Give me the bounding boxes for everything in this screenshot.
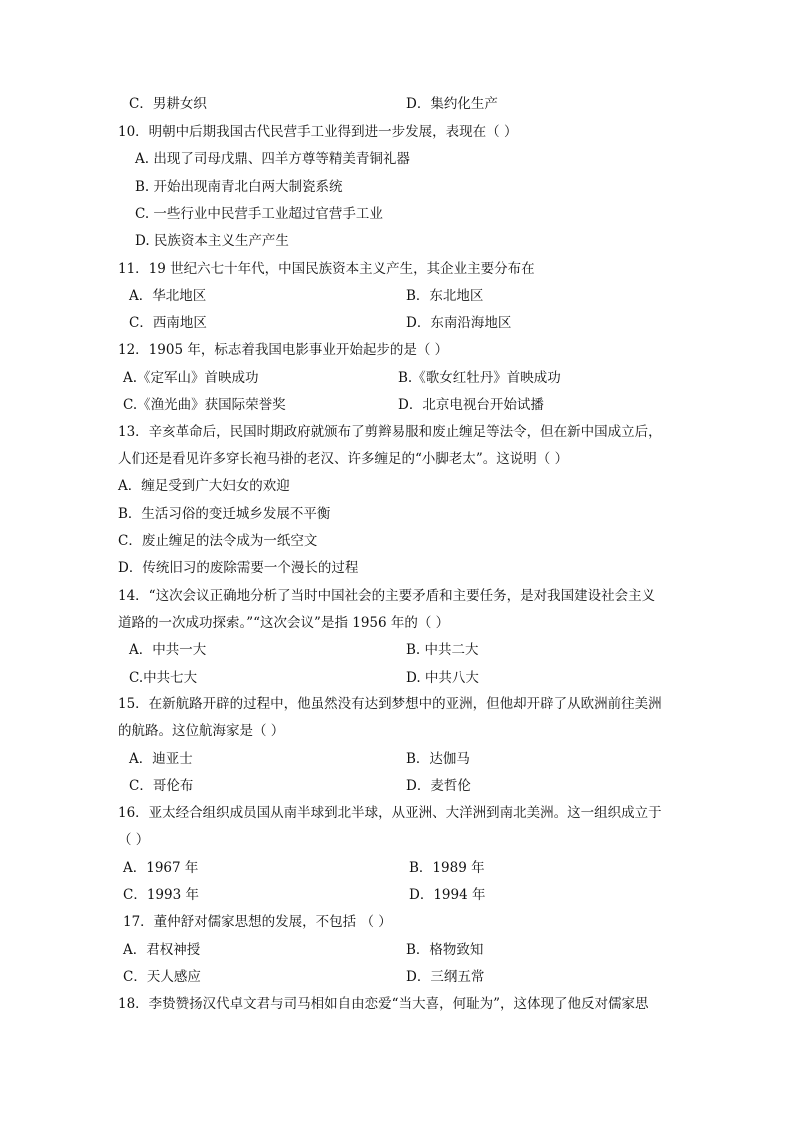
q10-stem: 10．明朝中后期我国古代民营手工业得到进一步发展，表现在（ ） (118, 124, 518, 140)
q12-option-a: A.《定军山》首映成功 (123, 370, 259, 386)
q17-stem: 17．董仲舒对儒家思想的发展，不包括 （ ） (123, 914, 392, 930)
q14-stem-line2: 道路的一次成功探索。”“这次会议”是指 1956 年的（ ） (118, 615, 450, 631)
q16-option-a: A．1967 年 (123, 860, 199, 876)
q9-option-c: C．男耕女织 (129, 96, 207, 112)
q10-option-c: C. 一些行业中民营手工业超过官营手工业 (135, 206, 383, 222)
q14-option-d: D. 中共八大 (406, 670, 479, 686)
q15-stem-line2: 的航路。这位航海家是（ ） (118, 723, 285, 739)
q17-option-c: C．天人感应 (123, 969, 201, 985)
q11-option-a: A．华北地区 (129, 288, 207, 304)
q12-option-d: D．北京电视台开始试播 (398, 397, 544, 413)
q14-option-b: B. 中共二大 (406, 642, 479, 658)
q11-option-b: B．东北地区 (406, 288, 484, 304)
q16-option-c: C．1993 年 (123, 887, 199, 903)
q13-option-b: B．生活习俗的变迁城乡发展不平衡 (118, 506, 331, 522)
q15-option-d: D．麦哲伦 (406, 778, 471, 794)
q18-stem-line1: 18．李贽赞扬汉代卓文君与司马相如自由恋爱“当大喜，何耻为”，这体现了他反对儒家思 (118, 996, 649, 1012)
q12-stem: 12．1905 年，标志着我国电影事业开始起步的是（ ） (118, 342, 449, 358)
q15-stem-line1: 15．在新航路开辟的过程中，他虽然没有达到梦想中的亚洲，但他却开辟了从欧洲前往美洲 (118, 696, 662, 712)
q13-stem-line1: 13．辛亥革命后，民国时期政府就颁布了剪辫易服和废止缠足等法令，但在新中国成立后， (118, 424, 662, 440)
q11-stem: 11．19 世纪六七十年代，中国民族资本主义产生，其企业主要分布在 (118, 261, 535, 277)
q17-option-d: D．三纲五常 (406, 969, 485, 985)
q10-option-a: A. 出现了司母戊鼎、四羊方尊等精美青铜礼器 (135, 151, 410, 167)
q13-option-d: D．传统旧习的废除需要一个漫长的过程 (118, 560, 359, 576)
q13-option-c: C．废止缠足的法令成为一纸空文 (118, 533, 318, 549)
q17-option-b: B．格物致知 (406, 942, 484, 958)
q16-option-b: B．1989 年 (409, 860, 485, 876)
q9-option-d: D．集约化生产 (406, 96, 498, 112)
q15-option-a: A．迪亚士 (129, 751, 193, 767)
q14-option-a: A．中共一大 (129, 642, 207, 658)
q14-option-c: C.中共七大 (129, 670, 198, 686)
q16-stem-line1: 16．亚太经合组织成员国从南半球到北半球，从亚洲、大洋洲到南北美洲。这一组织成立于 (118, 805, 662, 821)
q13-option-a: A．缠足受到广大妇女的欢迎 (118, 478, 290, 494)
q16-option-d: D．1994 年 (409, 887, 486, 903)
q14-stem-line1: 14．“这次会议正确地分析了当时中国社会的主要矛盾和主要任务，是对我国建设社会主义 (118, 588, 656, 604)
q15-option-c: C．哥伦布 (129, 778, 194, 794)
q15-option-b: B．达伽马 (406, 751, 470, 767)
q12-option-b: B.《歌女红牡丹》首映成功 (398, 370, 561, 386)
q13-stem-line2: 人们还是看见许多穿长袍马褂的老汉、许多缠足的“小脚老太”。这说明（ ） (118, 451, 569, 467)
q10-option-d: D. 民族资本主义生产产生 (135, 233, 289, 249)
q10-option-b: B. 开始出现南青北白两大制瓷系统 (135, 179, 343, 195)
q11-option-c: C．西南地区 (129, 315, 207, 331)
q12-option-c: C.《渔光曲》获国际荣誉奖 (123, 397, 286, 413)
q17-option-a: A．君权神授 (123, 942, 201, 958)
q11-option-d: D．东南沿海地区 (406, 315, 512, 331)
q16-stem-line2: （ ） (118, 832, 150, 848)
